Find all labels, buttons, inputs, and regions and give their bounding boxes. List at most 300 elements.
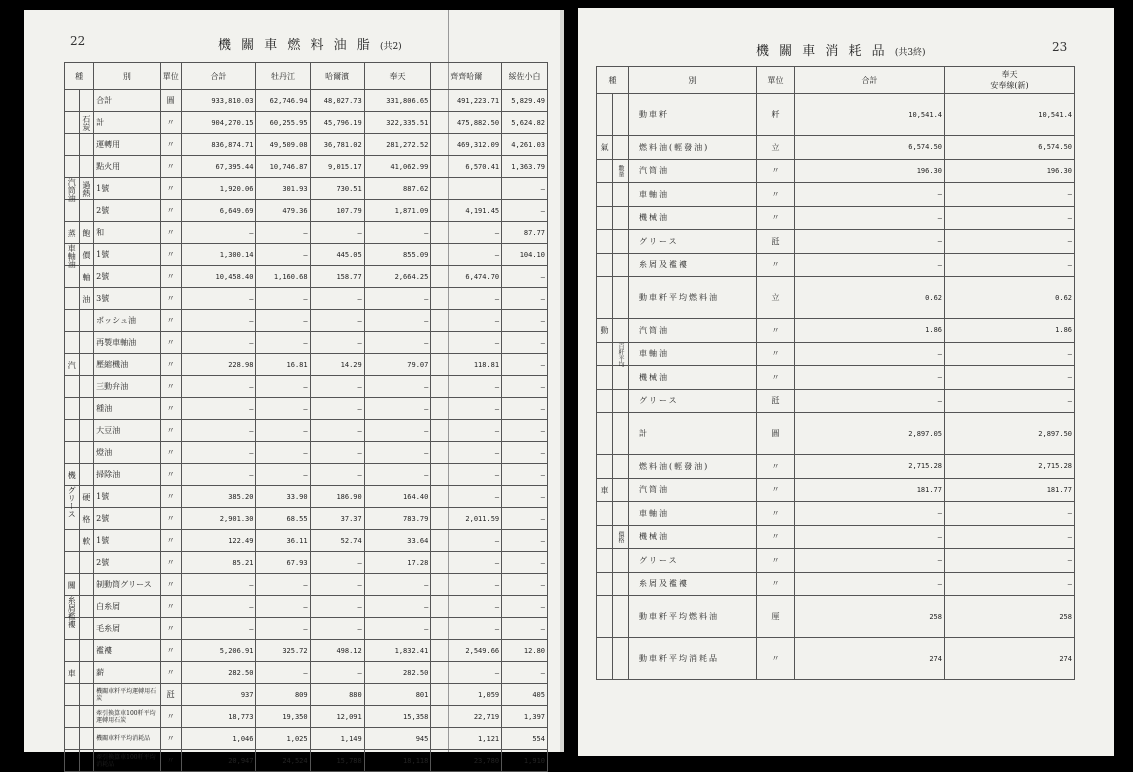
value-cell: — bbox=[181, 574, 256, 596]
value-cell: — bbox=[431, 574, 502, 596]
row-label: 2號 bbox=[94, 200, 161, 222]
value-cell: 1,121 bbox=[431, 728, 502, 750]
value-cell: — bbox=[256, 244, 310, 266]
value-cell: — bbox=[945, 572, 1075, 596]
table-row bbox=[597, 253, 1075, 277]
value-cell: — bbox=[502, 552, 548, 574]
group-label bbox=[597, 253, 613, 277]
unit-cell: 〃 bbox=[160, 750, 181, 772]
header-cell: 齊齊哈爾 bbox=[431, 63, 502, 90]
subgroup-label: 軟 bbox=[79, 530, 94, 552]
value-cell: 5,206.91 bbox=[181, 640, 256, 662]
group-label bbox=[65, 112, 80, 134]
unit-cell: 〃 bbox=[160, 442, 181, 464]
page-edge bbox=[560, 10, 564, 752]
value-cell: 49,509.08 bbox=[256, 134, 310, 156]
group-label bbox=[65, 684, 80, 706]
row-label: 1號 bbox=[94, 530, 161, 552]
value-cell: 22,719 bbox=[431, 706, 502, 728]
value-cell: 385.20 bbox=[181, 486, 256, 508]
value-cell: 15,358 bbox=[364, 706, 431, 728]
group-label bbox=[65, 134, 80, 156]
total-cell: 6,574.50 bbox=[795, 136, 945, 160]
table-row bbox=[65, 134, 548, 156]
value-cell: — bbox=[431, 376, 502, 398]
value-cell: — bbox=[431, 464, 502, 486]
table-row bbox=[65, 398, 548, 420]
value-cell: 836,874.71 bbox=[181, 134, 256, 156]
group-label: 汽筒油 bbox=[65, 178, 80, 200]
table-row bbox=[65, 640, 548, 662]
subgroup-label: 石炭 bbox=[79, 112, 94, 134]
value-cell: — bbox=[502, 486, 548, 508]
group-label bbox=[597, 277, 613, 319]
value-cell: 36.11 bbox=[256, 530, 310, 552]
value-cell: 12.80 bbox=[502, 640, 548, 662]
unit-cell: 〃 bbox=[160, 178, 181, 200]
table-row bbox=[65, 420, 548, 442]
value-cell: 937 bbox=[181, 684, 256, 706]
value-cell: — bbox=[502, 464, 548, 486]
value-cell: — bbox=[256, 662, 310, 684]
value-cell: — bbox=[310, 332, 364, 354]
row-label: 燈油 bbox=[94, 442, 161, 464]
value-cell: 18,118 bbox=[364, 750, 431, 772]
value-cell: — bbox=[431, 222, 502, 244]
unit-cell: 〃 bbox=[160, 354, 181, 376]
value-cell: 196.30 bbox=[945, 159, 1075, 183]
value-cell: 274 bbox=[945, 638, 1075, 680]
row-label: 再製車軸油 bbox=[94, 332, 161, 354]
value-cell: — bbox=[181, 596, 256, 618]
total-cell: 181.77 bbox=[795, 478, 945, 502]
group-label bbox=[65, 728, 80, 750]
value-cell: — bbox=[502, 398, 548, 420]
row-label: 車軸油 bbox=[629, 342, 757, 366]
value-cell: — bbox=[310, 464, 364, 486]
value-cell: 107.79 bbox=[310, 200, 364, 222]
value-cell: — bbox=[945, 366, 1075, 390]
group-label bbox=[597, 525, 613, 549]
value-cell: 1,059 bbox=[431, 684, 502, 706]
total-cell: — bbox=[795, 183, 945, 207]
subgroup-label bbox=[79, 398, 94, 420]
value-cell: 855.09 bbox=[364, 244, 431, 266]
group-label bbox=[65, 530, 80, 552]
table-row bbox=[597, 478, 1075, 502]
unit-cell: 〃 bbox=[160, 618, 181, 640]
header-cell: 別 bbox=[94, 63, 161, 90]
unit-cell: 〃 bbox=[757, 253, 795, 277]
value-cell: 0.62 bbox=[945, 277, 1075, 319]
value-cell: 2,011.59 bbox=[431, 508, 502, 530]
header-cell: 奉天 bbox=[1001, 70, 1018, 79]
unit-cell: 〃 bbox=[160, 332, 181, 354]
value-cell: 18,773 bbox=[181, 706, 256, 728]
total-cell: 2,897.05 bbox=[795, 413, 945, 455]
value-cell: 33.90 bbox=[256, 486, 310, 508]
group-label bbox=[65, 90, 80, 112]
unit-cell: 〃 bbox=[160, 288, 181, 310]
group-label bbox=[597, 572, 613, 596]
value-cell: 181.77 bbox=[945, 478, 1075, 502]
value-cell: — bbox=[431, 310, 502, 332]
row-label: 牽引換算車100粁平均運轉用石炭 bbox=[94, 706, 161, 728]
group-label bbox=[65, 156, 80, 178]
group-label: 車 bbox=[65, 662, 80, 684]
value-cell: 17.28 bbox=[364, 552, 431, 574]
value-cell: 36,781.02 bbox=[310, 134, 364, 156]
value-cell: 23,780 bbox=[431, 750, 502, 772]
value-cell: 87.77 bbox=[502, 222, 548, 244]
value-cell: 186.90 bbox=[310, 486, 364, 508]
value-cell: 6,474.70 bbox=[431, 266, 502, 288]
page-number: 23 bbox=[1052, 40, 1068, 54]
value-cell: 14.29 bbox=[310, 354, 364, 376]
value-cell: 405 bbox=[502, 684, 548, 706]
value-cell: — bbox=[310, 376, 364, 398]
value-cell: — bbox=[431, 244, 502, 266]
subgroup-label bbox=[613, 277, 629, 319]
table-row bbox=[65, 486, 548, 508]
subgroup-label bbox=[613, 366, 629, 390]
unit-cell: 〃 bbox=[160, 706, 181, 728]
value-cell: 5,624.82 bbox=[502, 112, 548, 134]
group-label bbox=[597, 638, 613, 680]
table-row bbox=[65, 530, 548, 552]
value-cell: — bbox=[431, 530, 502, 552]
value-cell: — bbox=[364, 618, 431, 640]
total-cell: — bbox=[795, 253, 945, 277]
value-cell: — bbox=[310, 310, 364, 332]
value-cell: 282.50 bbox=[364, 662, 431, 684]
value-cell: 258 bbox=[945, 596, 1075, 638]
unit-cell: 〃 bbox=[160, 574, 181, 596]
value-cell: — bbox=[502, 508, 548, 530]
fuel-oil-table bbox=[64, 62, 548, 772]
value-cell: — bbox=[945, 549, 1075, 573]
value-cell: 1,871.09 bbox=[364, 200, 431, 222]
group-label bbox=[597, 596, 613, 638]
row-label: 牽引換算車100粁平均消耗品 bbox=[94, 750, 161, 772]
value-cell: — bbox=[181, 618, 256, 640]
value-cell: 45,796.19 bbox=[310, 112, 364, 134]
value-cell: — bbox=[945, 502, 1075, 526]
left-page bbox=[24, 10, 564, 768]
row-label: 機關車粁平均運轉用石炭 bbox=[94, 684, 161, 706]
value-cell: — bbox=[256, 464, 310, 486]
value-cell: 48,027.73 bbox=[310, 90, 364, 112]
value-cell: — bbox=[945, 230, 1075, 254]
value-cell: 1,397 bbox=[502, 706, 548, 728]
table-row bbox=[65, 596, 548, 618]
value-cell: 62,746.94 bbox=[256, 90, 310, 112]
group-label bbox=[65, 332, 80, 354]
value-cell: 887.62 bbox=[364, 178, 431, 200]
value-cell: 2,897.50 bbox=[945, 413, 1075, 455]
unit-cell: 〃 bbox=[160, 156, 181, 178]
subgroup-label bbox=[613, 230, 629, 254]
value-cell: 945 bbox=[364, 728, 431, 750]
unit-cell: 〃 bbox=[160, 222, 181, 244]
subgroup-label bbox=[613, 183, 629, 207]
group-label bbox=[597, 230, 613, 254]
unit-cell: 〃 bbox=[757, 525, 795, 549]
table-row bbox=[65, 574, 548, 596]
table-row bbox=[65, 222, 548, 244]
subgroup-label bbox=[79, 134, 94, 156]
value-cell: 730.51 bbox=[310, 178, 364, 200]
row-label: グリース bbox=[629, 230, 757, 254]
page-number: 22 bbox=[70, 34, 86, 48]
header-row bbox=[597, 67, 1075, 94]
value-cell: — bbox=[502, 420, 548, 442]
value-cell: 15,788 bbox=[310, 750, 364, 772]
group-label: 蒸 bbox=[65, 222, 80, 244]
table-row bbox=[65, 244, 548, 266]
value-cell: — bbox=[502, 574, 548, 596]
unit-cell: 〃 bbox=[160, 486, 181, 508]
value-cell: — bbox=[502, 266, 548, 288]
subgroup-label bbox=[79, 596, 94, 618]
total-cell: — bbox=[795, 549, 945, 573]
subgroup-label: 數量 bbox=[613, 159, 629, 183]
value-cell: 1,046 bbox=[181, 728, 256, 750]
table-row bbox=[597, 183, 1075, 207]
row-label: 動車粁 bbox=[629, 94, 757, 136]
value-cell: 10,458.40 bbox=[181, 266, 256, 288]
unit-cell: 〃 bbox=[160, 244, 181, 266]
group-label bbox=[65, 376, 80, 398]
row-label: 1號 bbox=[94, 178, 161, 200]
unit-cell: 〃 bbox=[160, 310, 181, 332]
subgroup-label bbox=[79, 706, 94, 728]
table-row bbox=[597, 525, 1075, 549]
value-cell: 52.74 bbox=[310, 530, 364, 552]
value-cell: 445.05 bbox=[310, 244, 364, 266]
total-cell: — bbox=[795, 525, 945, 549]
group-label bbox=[65, 266, 80, 288]
subgroup-label bbox=[613, 319, 629, 343]
subgroup-label bbox=[613, 455, 629, 479]
table-row bbox=[597, 389, 1075, 413]
value-cell: 282.50 bbox=[181, 662, 256, 684]
value-cell: — bbox=[364, 332, 431, 354]
value-cell: — bbox=[364, 420, 431, 442]
value-cell: 2,901.30 bbox=[181, 508, 256, 530]
subgroup-label bbox=[79, 552, 94, 574]
value-cell: 2,715.28 bbox=[945, 455, 1075, 479]
row-label: グリース bbox=[629, 549, 757, 573]
page-title bbox=[756, 40, 926, 59]
header-cell: 種 bbox=[65, 63, 94, 90]
header-cell: 安奉線(新) bbox=[990, 81, 1029, 90]
value-cell: 880 bbox=[310, 684, 364, 706]
unit-cell: 〃 bbox=[757, 159, 795, 183]
group-label: 機 bbox=[65, 464, 80, 486]
value-cell: — bbox=[256, 574, 310, 596]
row-label: 掃除油 bbox=[94, 464, 161, 486]
group-label: 關 bbox=[65, 574, 80, 596]
subgroup-label bbox=[613, 94, 629, 136]
unit-cell: 〃 bbox=[757, 342, 795, 366]
subgroup-label bbox=[79, 332, 94, 354]
value-cell: — bbox=[181, 222, 256, 244]
value-cell: 325.72 bbox=[256, 640, 310, 662]
group-label bbox=[597, 183, 613, 207]
group-label bbox=[65, 706, 80, 728]
row-label: 和 bbox=[94, 222, 161, 244]
unit-cell: 粁 bbox=[757, 94, 795, 136]
unit-cell: 〃 bbox=[160, 508, 181, 530]
unit-cell: 〃 bbox=[160, 728, 181, 750]
subgroup-label: 過熱 bbox=[79, 178, 94, 200]
subgroup-label bbox=[613, 502, 629, 526]
value-cell: 5,829.49 bbox=[502, 90, 548, 112]
value-cell: 12,091 bbox=[310, 706, 364, 728]
value-cell: — bbox=[502, 530, 548, 552]
value-cell: — bbox=[181, 288, 256, 310]
table-row bbox=[65, 112, 548, 134]
value-cell: — bbox=[431, 288, 502, 310]
subgroup-label bbox=[79, 662, 94, 684]
group-label bbox=[65, 420, 80, 442]
row-label: 2號 bbox=[94, 552, 161, 574]
value-cell: — bbox=[502, 662, 548, 684]
value-cell: — bbox=[310, 552, 364, 574]
value-cell: 10,746.87 bbox=[256, 156, 310, 178]
header-cell: 合計 bbox=[795, 67, 945, 94]
total-cell: — bbox=[795, 389, 945, 413]
subgroup-label bbox=[79, 156, 94, 178]
value-cell: 1,363.79 bbox=[502, 156, 548, 178]
table-row bbox=[597, 206, 1075, 230]
group-label bbox=[597, 413, 613, 455]
total-cell: — bbox=[795, 206, 945, 230]
total-cell: — bbox=[795, 342, 945, 366]
subgroup-label bbox=[79, 574, 94, 596]
unit-cell: 〃 bbox=[757, 549, 795, 573]
header-cell: 哈爾濱 bbox=[310, 63, 364, 90]
value-cell: 301.93 bbox=[256, 178, 310, 200]
table-row bbox=[597, 596, 1075, 638]
value-cell: 158.77 bbox=[310, 266, 364, 288]
group-label: 車 bbox=[597, 478, 613, 502]
table-row bbox=[65, 376, 548, 398]
header-cell: 單位 bbox=[160, 63, 181, 90]
value-cell: 1,300.14 bbox=[181, 244, 256, 266]
value-cell: 1,025 bbox=[256, 728, 310, 750]
value-cell: — bbox=[502, 332, 548, 354]
row-label: 汽筒油 bbox=[629, 159, 757, 183]
value-cell: — bbox=[181, 376, 256, 398]
group-label bbox=[65, 398, 80, 420]
table-row bbox=[597, 413, 1075, 455]
value-cell: — bbox=[945, 253, 1075, 277]
table-row bbox=[597, 502, 1075, 526]
subgroup-label bbox=[79, 618, 94, 640]
value-cell: 281,272.52 bbox=[364, 134, 431, 156]
group-label: 汽 bbox=[65, 354, 80, 376]
subgroup-label bbox=[79, 90, 94, 112]
value-cell: 104.10 bbox=[502, 244, 548, 266]
subgroup-label bbox=[613, 136, 629, 160]
subgroup-label bbox=[79, 420, 94, 442]
subgroup-label bbox=[79, 376, 94, 398]
row-label: 計 bbox=[94, 112, 161, 134]
group-label bbox=[597, 455, 613, 479]
table-row bbox=[597, 94, 1075, 136]
header-cell: 種 bbox=[597, 67, 629, 94]
unit-cell: 〃 bbox=[757, 183, 795, 207]
table-row bbox=[65, 156, 548, 178]
value-cell: — bbox=[945, 342, 1075, 366]
value-cell: 19,350 bbox=[256, 706, 310, 728]
subgroup-label bbox=[613, 478, 629, 502]
value-cell: 2,664.25 bbox=[364, 266, 431, 288]
unit-cell: 〃 bbox=[757, 572, 795, 596]
row-label: 1號 bbox=[94, 486, 161, 508]
row-label: 機關車粁平均消耗品 bbox=[94, 728, 161, 750]
group-label bbox=[65, 310, 80, 332]
value-cell: 118.81 bbox=[431, 354, 502, 376]
value-cell: — bbox=[256, 398, 310, 420]
subgroup-label bbox=[613, 638, 629, 680]
row-label: 襤褸 bbox=[94, 640, 161, 662]
value-cell: — bbox=[364, 596, 431, 618]
unit-cell: 立 bbox=[757, 277, 795, 319]
subgroup-label bbox=[613, 549, 629, 573]
right-page bbox=[578, 8, 1114, 756]
unit-cell: 〃 bbox=[160, 420, 181, 442]
header-cell: 別 bbox=[629, 67, 757, 94]
table-row bbox=[65, 618, 548, 640]
total-cell: 196.30 bbox=[795, 159, 945, 183]
value-cell: — bbox=[364, 310, 431, 332]
subgroup-label bbox=[79, 310, 94, 332]
value-cell: 1,832.41 bbox=[364, 640, 431, 662]
unit-cell: 〃 bbox=[160, 134, 181, 156]
value-cell: 1,149 bbox=[310, 728, 364, 750]
row-label: 糸屑及襤褸 bbox=[629, 253, 757, 277]
unit-cell: 〃 bbox=[160, 662, 181, 684]
table-row bbox=[65, 200, 548, 222]
title-suffix: (共2) bbox=[379, 42, 402, 52]
subgroup-label bbox=[613, 206, 629, 230]
total-cell: — bbox=[795, 230, 945, 254]
value-cell: — bbox=[310, 596, 364, 618]
value-cell: — bbox=[502, 596, 548, 618]
value-cell: — bbox=[310, 398, 364, 420]
value-cell: — bbox=[256, 376, 310, 398]
unit-cell: 〃 bbox=[757, 638, 795, 680]
value-cell: — bbox=[310, 662, 364, 684]
group-label: グリース bbox=[65, 486, 80, 508]
value-cell: 2,549.66 bbox=[431, 640, 502, 662]
total-cell: 258 bbox=[795, 596, 945, 638]
row-label: 三動弁油 bbox=[94, 376, 161, 398]
value-cell: 79.07 bbox=[364, 354, 431, 376]
table-row bbox=[597, 277, 1075, 319]
row-label: 1號 bbox=[94, 244, 161, 266]
value-cell: — bbox=[431, 596, 502, 618]
value-cell: — bbox=[364, 574, 431, 596]
value-cell: 4,261.03 bbox=[502, 134, 548, 156]
unit-cell: 〃 bbox=[160, 640, 181, 662]
value-cell: 20,947 bbox=[181, 750, 256, 772]
value-cell: — bbox=[431, 332, 502, 354]
group-label: 氣 bbox=[597, 136, 613, 160]
